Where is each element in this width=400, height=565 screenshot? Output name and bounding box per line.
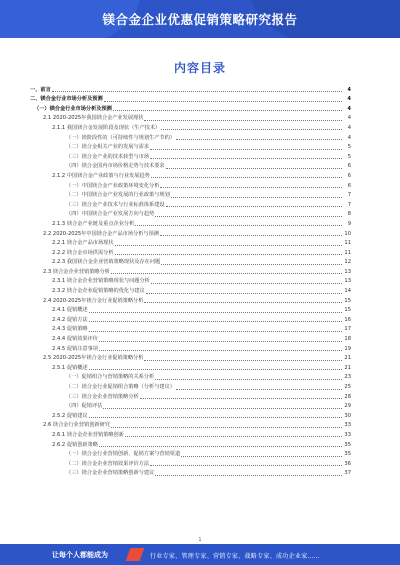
toc-entry[interactable] — [30, 170, 351, 180]
toc-entry-label: 2.4.5 促销注意事项 — [52, 345, 98, 352]
toc-leader-dots — [151, 177, 342, 178]
toc-entry-page: 4 — [347, 96, 351, 103]
toc-entry[interactable] — [30, 401, 351, 411]
toc-entry[interactable] — [30, 247, 351, 257]
toc-leader-dots — [135, 225, 342, 226]
toc-entry[interactable] — [30, 180, 351, 190]
toc-entry-label: （三）镁合金企业营销策略分析 — [66, 393, 139, 400]
toc-entry[interactable] — [30, 122, 351, 132]
toc-entry-label: （三）镁合金产业技术与行业标准体系建设 — [66, 201, 165, 208]
toc-leader-dots — [144, 302, 342, 303]
toc-entry[interactable] — [30, 151, 351, 161]
toc-entry[interactable] — [30, 199, 351, 209]
toc-entry-label: 2.4.2 促销方法 — [52, 316, 88, 323]
toc-leader-dots — [52, 91, 342, 92]
toc-entry-label: 一、前言 — [30, 86, 51, 93]
toc-entry-page: 5 — [347, 153, 351, 160]
toc-entry-page: 4 — [347, 134, 351, 141]
toc-entry[interactable] — [30, 238, 351, 248]
toc-leader-dots — [113, 110, 342, 111]
toc-entry-page: 25 — [344, 384, 351, 390]
toc-leader-dots — [150, 149, 342, 150]
toc-leader-dots — [140, 398, 342, 399]
toc-leader-dots — [161, 129, 342, 130]
toc-leader-dots — [144, 120, 342, 121]
toc-entry[interactable] — [30, 228, 351, 238]
toc-entry-label: （一）镁合金行业营销创新、促销方案与营销渠道 — [66, 451, 181, 458]
toc-entry-page: 4 — [347, 124, 351, 131]
toc-entry-label: （二）镁合金相关产业的发展与需求 — [66, 144, 150, 151]
toc-entry-label: 2.1.2 中国镁合金产业政策与行业发展趋势 — [52, 172, 150, 179]
toc-entry-label: （三）镁合金产业的技术转型与市场 — [66, 153, 150, 160]
toc-entry-label: 2.5.1 促销概述 — [52, 364, 88, 371]
toc-entry-label: 2.2 2020-2025年中国镁合金产品市场分析与预测 — [43, 230, 159, 237]
toc-entry-page: 6 — [347, 182, 351, 189]
toc-entry[interactable] — [30, 353, 351, 363]
toc-entry-label: 2.4.1 促销概述 — [52, 307, 88, 314]
toc-entry-page: 10 — [344, 230, 351, 237]
toc-entry[interactable] — [30, 103, 351, 113]
toc-leader-dots — [103, 408, 342, 409]
toc-entry-label: 2.4.3 促销策略 — [52, 326, 88, 333]
toc-entry[interactable] — [30, 305, 351, 315]
toc-entry-page: 23 — [344, 374, 351, 381]
toc-entry[interactable] — [30, 458, 351, 468]
toc-entry[interactable] — [30, 381, 351, 391]
toc-entry-label: 2.6.2 促销创新策略 — [52, 441, 98, 448]
toc-entry-page: 12 — [344, 259, 351, 266]
toc-leader-dots — [99, 350, 342, 351]
toc-entry-label: 2.2.3 我国镁合金企业营销策略现状及存在问题 — [52, 259, 161, 266]
toc-entry-label: 2.1 2020-2025年我国镁合金产业发展现状 — [43, 115, 144, 122]
toc-entry-label: 二、镁合金行业市场分析及预测 — [30, 96, 103, 103]
toc-heading: 内容目录 — [173, 61, 226, 75]
toc-entry-page: 13 — [344, 278, 351, 285]
header-banner — [0, 0, 400, 38]
toc-entry-page: 29 — [344, 403, 351, 410]
toc-entry[interactable] — [30, 113, 351, 123]
toc-entry-label: （二）中国镁合金产业发展的行业政策与规划 — [66, 192, 170, 199]
toc-entry-label: 2.2.2 镁合金市场供需分析 — [52, 249, 114, 256]
toc-entry-label: 2.1.3 镁合金产业链及重点企业分析 — [52, 220, 135, 227]
toc-entry-page: 7 — [347, 192, 351, 199]
toc-entry-page: 21 — [344, 355, 351, 362]
toc-leader-dots — [99, 341, 342, 342]
toc-entry[interactable] — [30, 343, 351, 353]
page-number: 1 — [198, 537, 202, 543]
toc-entry-page: 5 — [347, 144, 351, 151]
toc-entry-label: （四）促销评估 — [66, 403, 103, 410]
toc-entry-page: 30 — [344, 412, 351, 419]
toc-leader-dots — [111, 427, 342, 428]
toc-leader-dots — [155, 216, 342, 217]
toc-entry[interactable] — [30, 372, 351, 382]
toc-entry-page: 13 — [344, 268, 351, 275]
toc-entry[interactable] — [30, 142, 351, 152]
toc-entry-label: 2.3 镁合金企业营销策略分析 — [43, 268, 110, 275]
toc-entry-page: 33 — [344, 422, 351, 429]
toc-entry-page: 6 — [347, 172, 351, 179]
toc-entry-page: 9 — [347, 220, 351, 227]
toc-entry[interactable] — [30, 429, 351, 439]
toc-leader-dots — [115, 245, 342, 246]
toc-leader-dots — [89, 417, 342, 418]
toc-entry-page: 15 — [344, 307, 351, 314]
toc-entry[interactable] — [30, 276, 351, 286]
toc-entry-label: （二）镁合金企业营销效果评价方法 — [66, 460, 150, 467]
toc-entry-page: 7 — [347, 201, 351, 208]
toc-entry[interactable] — [30, 209, 351, 219]
toc-entry-label: （一）中国镁合金产业政策环境变化分析 — [66, 182, 160, 189]
toc-leader-dots — [104, 101, 342, 102]
toc-entry[interactable] — [30, 391, 351, 401]
toc-leader-dots — [89, 331, 342, 332]
toc-leader-dots — [160, 187, 342, 188]
toc-leader-dots — [146, 293, 342, 294]
footer-divider — [126, 548, 145, 561]
toc-entry-page: 19 — [344, 345, 351, 352]
toc-leader-dots — [115, 254, 342, 255]
toc-entry-page: 18 — [344, 336, 351, 343]
toc-leader-dots — [111, 273, 342, 274]
toc-entry[interactable] — [30, 285, 351, 295]
toc-leader-dots — [155, 379, 342, 380]
toc-entry-label: 2.6 镁合金行业营销创新研究 — [43, 422, 110, 429]
table-of-contents — [30, 84, 351, 477]
toc-leader-dots — [144, 360, 342, 361]
toc-entry[interactable] — [30, 190, 351, 200]
toc-leader-dots — [150, 158, 342, 159]
toc-entry-page: 35 — [344, 441, 351, 448]
toc-leader-dots — [176, 389, 342, 390]
toc-entry-page: 8 — [347, 211, 351, 218]
toc-entry[interactable] — [30, 324, 351, 334]
toc-entry-page: 33 — [344, 431, 351, 438]
toc-entry-label: 2.4.4 促销效果评价 — [52, 336, 98, 343]
report-title: 镁合金企业优惠促销策略研究报告 — [102, 12, 298, 27]
toc-leader-dots — [89, 312, 342, 313]
toc-entry[interactable] — [30, 132, 351, 142]
toc-entry-label: （四）中国镁合金产业发展方向与趋势 — [66, 211, 155, 218]
toc-entry[interactable] — [30, 449, 351, 459]
toc-entry-page: 11 — [344, 240, 351, 247]
toc-entry-label: 2.3.2 镁合金企业促销策略的优化与建议 — [52, 288, 145, 295]
toc-leader-dots — [176, 139, 342, 140]
toc-entry-label: 2.4 2020-2025年镁合金行业促销策略分析 — [43, 297, 144, 304]
toc-entry-label: （四）镁合金国内市场价格走势与技术要求 — [66, 163, 165, 170]
toc-entry-page: 35 — [344, 451, 351, 458]
toc-leader-dots — [99, 446, 342, 447]
toc-entry-label: 2.6.1 镁合金企业营销策略创新 — [52, 431, 124, 438]
toc-entry-page: 28 — [344, 393, 351, 400]
toc-entry-label: 2.1.1 我国镁合金发展阶段及现状（生产技术） — [52, 124, 161, 131]
toc-entry-page: 4 — [347, 105, 351, 112]
toc-entry-label: （一）镁阶段性的（可持续性与规划生产节约） — [66, 134, 175, 141]
toc-entry[interactable] — [30, 468, 351, 478]
toc-entry[interactable] — [30, 420, 351, 430]
toc-leader-dots — [181, 456, 342, 457]
toc-entry-page: 16 — [344, 316, 351, 323]
toc-leader-dots — [161, 264, 342, 265]
toc-entry-label: 2.2.1 镁合金产品市场现状 — [52, 240, 114, 247]
toc-leader-dots — [151, 283, 342, 284]
toc-leader-dots — [155, 475, 342, 476]
toc-leader-dots — [166, 206, 342, 207]
toc-entry[interactable] — [30, 439, 351, 449]
toc-entry[interactable] — [30, 362, 351, 372]
toc-entry[interactable] — [30, 161, 351, 171]
toc-entry-label: （三）镁合金企业营销策略创新与建议 — [66, 470, 155, 477]
toc-entry[interactable] — [30, 218, 351, 228]
toc-leader-dots — [150, 465, 342, 466]
toc-entry[interactable] — [30, 410, 351, 420]
toc-entry-page: 4 — [347, 86, 351, 93]
footer-banner — [0, 544, 400, 565]
toc-leader-dots — [160, 235, 342, 236]
toc-leader-dots — [125, 436, 342, 437]
toc-entry-label: （二）镁合金行业促销组合策略（分析与建议） — [66, 384, 175, 390]
toc-entry-label: （一）促销组合与营销策略的关系分析 — [66, 374, 155, 381]
toc-entry-page: 4 — [347, 115, 351, 122]
toc-entry-page: 17 — [344, 326, 351, 333]
toc-entry[interactable] — [30, 84, 351, 94]
toc-entry-label: 2.3.1 镁合金企业营销策略现状与问题分析 — [52, 278, 150, 285]
toc-entry-label: （一）镁合金行业市场分析及预测 — [34, 105, 112, 112]
toc-leader-dots — [89, 321, 342, 322]
toc-entry-page: 21 — [344, 364, 351, 371]
toc-entry[interactable] — [30, 333, 351, 343]
toc-entry[interactable] — [30, 94, 351, 104]
toc-entry[interactable] — [30, 266, 351, 276]
toc-entry-label: 2.5 2020-2025年镁合金行业促销策略分析 — [43, 355, 144, 362]
toc-entry-page: 14 — [344, 288, 351, 295]
toc-leader-dots — [171, 197, 342, 198]
toc-entry-page: 36 — [344, 460, 351, 467]
toc-entry-page: 15 — [344, 297, 351, 304]
footer-tagline: 行业专家、管理专家、营销专家、战略专家、成功企业家…… — [150, 552, 321, 560]
toc-entry[interactable] — [30, 295, 351, 305]
toc-entry-label: 2.5.2 促销建议 — [52, 412, 88, 419]
toc-entry-page: 6 — [347, 163, 351, 170]
toc-leader-dots — [89, 369, 342, 370]
footer-slogan: 让每个人都能成为 — [52, 551, 108, 559]
toc-entry-page: 37 — [344, 470, 351, 477]
toc-entry-page: 11 — [344, 249, 351, 256]
toc-entry[interactable] — [30, 314, 351, 324]
toc-entry[interactable] — [30, 257, 351, 267]
toc-leader-dots — [166, 168, 342, 169]
